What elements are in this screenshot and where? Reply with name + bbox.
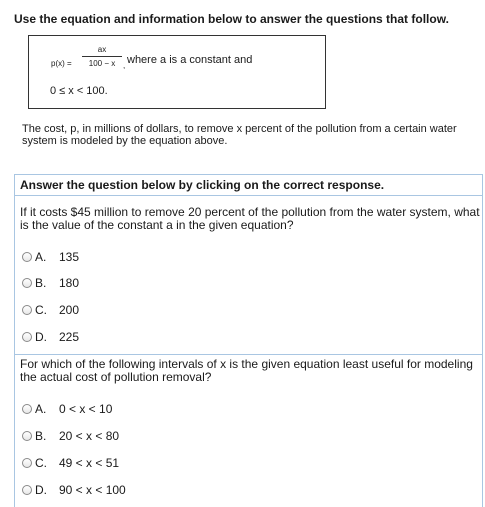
cost-description: The cost, p, in millions of dollars, to remove x percent of the pollution from a certain water system is modeled by the equation above.: [22, 123, 457, 147]
divider: [15, 195, 482, 196]
fraction-denominator: 100 − x: [88, 59, 116, 68]
option-text: 20 < x < 80: [59, 429, 120, 443]
instructions-heading: Use the equation and information below to answer the questions that follow.: [14, 12, 449, 26]
q2-option-c[interactable]: [22, 456, 119, 470]
fraction-numerator: ax: [97, 45, 107, 54]
response-instruction: Answer the question below by clicking on the correct response.: [20, 178, 385, 192]
option-letter: B.: [35, 276, 47, 290]
q1-option-a[interactable]: [22, 250, 79, 264]
q1-option-d[interactable]: [22, 330, 79, 344]
radio-button[interactable]: [22, 404, 32, 414]
radio-button[interactable]: [22, 278, 32, 288]
radio-button[interactable]: [22, 332, 32, 342]
question-2-panel: [14, 350, 483, 507]
q1-option-b[interactable]: [22, 276, 79, 290]
equation-where-text: where a is a constant and: [127, 54, 253, 66]
radio-button[interactable]: [22, 431, 32, 441]
option-letter: B.: [35, 429, 47, 443]
equation-comma: ,: [123, 61, 126, 70]
option-letter: D.: [35, 483, 47, 497]
radio-button[interactable]: [22, 305, 32, 315]
question-2-text: For which of the following intervals of x is the given equation least useful for modeling the actual cost of pollution removal?: [20, 357, 473, 384]
option-text: 200: [59, 303, 80, 317]
option-text: 0 < x < 10: [59, 402, 113, 416]
option-letter: A.: [35, 402, 47, 416]
radio-button[interactable]: [22, 485, 32, 495]
option-letter: C.: [35, 303, 47, 317]
option-text: 135: [59, 250, 80, 264]
option-text: 225: [59, 330, 80, 344]
fraction-bar: [82, 56, 122, 57]
option-letter: C.: [35, 456, 47, 470]
q2-option-b[interactable]: [22, 429, 119, 443]
radio-button[interactable]: [22, 458, 32, 468]
equation-fraction: [82, 45, 122, 68]
equation-lhs: p(x) =: [51, 59, 72, 68]
radio-button[interactable]: [22, 252, 32, 262]
q2-option-a[interactable]: [22, 402, 112, 416]
question-1-text: If it costs $45 million to remove 20 percent of the pollution from the water system, what is the value of the constant a in the given equation?: [20, 205, 480, 232]
q1-option-c[interactable]: [22, 303, 79, 317]
option-text: 180: [59, 276, 80, 290]
q2-option-d[interactable]: [22, 483, 126, 497]
equation-domain: 0 ≤ x < 100.: [50, 85, 108, 97]
option-letter: D.: [35, 330, 47, 344]
option-letter: A.: [35, 250, 47, 264]
question-1-panel: [14, 174, 483, 355]
option-text: 49 < x < 51: [59, 456, 120, 470]
option-text: 90 < x < 100: [59, 483, 126, 497]
equation-box: [28, 35, 326, 109]
